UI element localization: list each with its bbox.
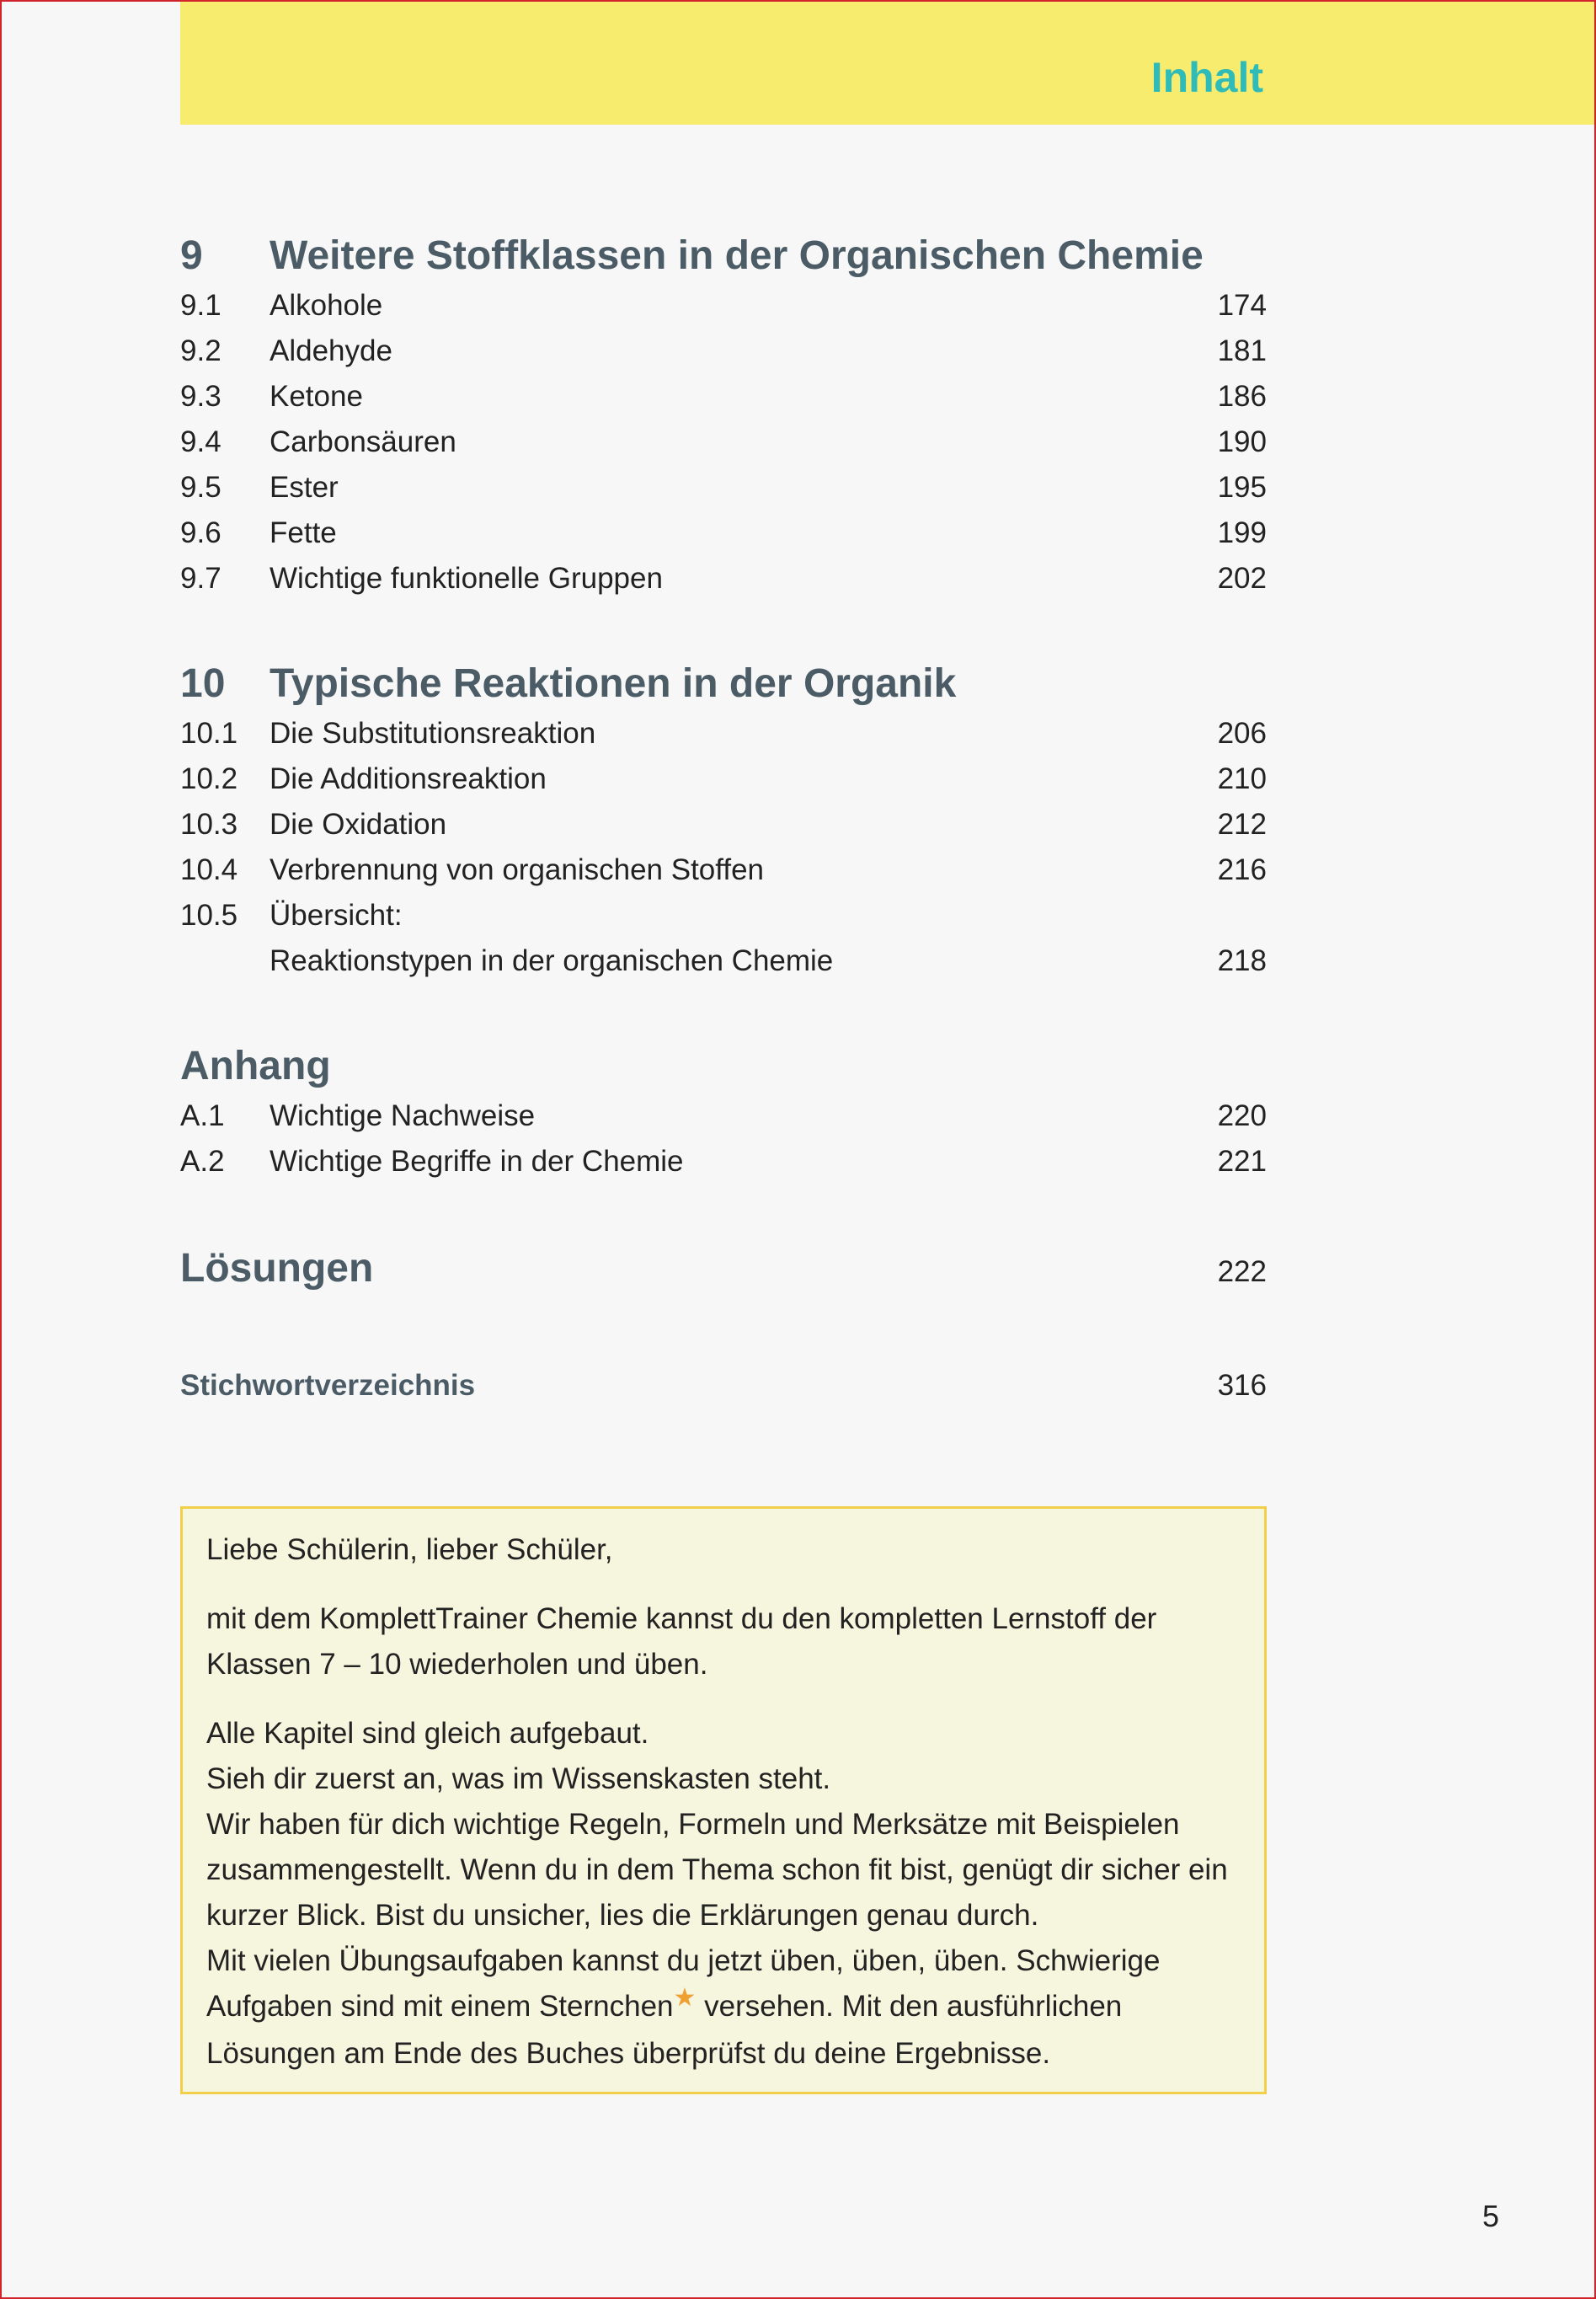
entry-number: 10.5 xyxy=(180,899,238,932)
entry-title: Alkohole xyxy=(270,289,383,322)
info-line-1: Alle Kapitel sind gleich aufgebaut. xyxy=(206,1717,649,1750)
entry-number: 9.3 xyxy=(180,380,222,413)
entry-page: 202 xyxy=(1217,562,1267,595)
entry-page: 199 xyxy=(1217,516,1267,549)
loesungen-title: Lösungen xyxy=(180,1246,374,1291)
entry-number: A.2 xyxy=(180,1145,225,1178)
entry-title: Wichtige Begriffe in der Chemie xyxy=(270,1145,684,1178)
info-line-4 xyxy=(206,1938,1241,2077)
entry-number: 9.4 xyxy=(180,425,222,458)
entry-number: 10.4 xyxy=(180,853,238,886)
toc-entry[interactable] xyxy=(180,938,1267,984)
entry-number: 10.3 xyxy=(180,808,238,841)
stichwort-entry[interactable] xyxy=(180,1363,1267,1409)
entry-page: 216 xyxy=(1217,853,1267,886)
chapter-title: Anhang xyxy=(180,1044,331,1088)
chapter-number: 10 xyxy=(180,661,226,706)
entry-title: Carbonsäuren xyxy=(270,425,456,458)
entry-page: 186 xyxy=(1217,380,1267,413)
loesungen-page: 222 xyxy=(1217,1255,1267,1288)
toc-entry[interactable] xyxy=(180,847,1267,893)
entry-page: 221 xyxy=(1217,1145,1267,1178)
entry-page: 218 xyxy=(1217,944,1267,977)
info-line-4b: versehen. Mit den ausführlichen Lösungen am Ende des Buches überprüfst du deine Ergebnisse. xyxy=(206,1990,1123,2070)
stichwort-page: 316 xyxy=(1217,1369,1267,1402)
entry-page: 174 xyxy=(1217,289,1267,322)
entry-title: Aldehyde xyxy=(270,334,392,367)
page-number: 5 xyxy=(1481,2199,1499,2233)
entry-title: Wichtige Nachweise xyxy=(270,1099,536,1132)
spacer xyxy=(180,984,1267,1040)
toc-entry[interactable] xyxy=(180,511,1267,556)
toc-entry[interactable] xyxy=(180,329,1267,374)
entry-number: A.1 xyxy=(180,1099,225,1132)
chapter-heading[interactable] xyxy=(180,229,1267,283)
entry-page: 212 xyxy=(1217,808,1267,841)
table-of-contents xyxy=(180,229,1267,1409)
entry-page: 220 xyxy=(1217,1099,1267,1132)
toc-entry[interactable] xyxy=(180,757,1267,802)
entry-number: 10.2 xyxy=(180,762,238,795)
entry-page: 210 xyxy=(1217,762,1267,795)
info-line-2: Sieh dir zuerst an, was im Wissenskasten steht. xyxy=(206,1762,831,1795)
chapter-heading[interactable] xyxy=(180,657,1267,711)
toc-entry[interactable] xyxy=(180,420,1267,465)
entry-title: Die Additionsreaktion xyxy=(270,762,547,795)
chapter-number: 9 xyxy=(180,233,203,278)
toc-entry[interactable] xyxy=(180,1093,1267,1139)
entry-title: Verbrennung von organischen Stoffen xyxy=(270,853,765,886)
chapter-9 xyxy=(180,229,1267,601)
entry-page: 206 xyxy=(1217,717,1267,750)
chapter-10 xyxy=(180,657,1267,984)
entry-page: 195 xyxy=(1217,471,1267,504)
entry-number: 9.6 xyxy=(180,516,222,549)
info-greeting: Liebe Schülerin, lieber Schüler, xyxy=(206,1533,613,1566)
toc-entry[interactable] xyxy=(180,556,1267,601)
entry-title: Ester xyxy=(270,471,339,504)
entry-title: Die Oxidation xyxy=(270,808,447,841)
toc-entry[interactable] xyxy=(180,893,1267,938)
toc-entry[interactable] xyxy=(180,802,1267,847)
entry-page: 181 xyxy=(1217,334,1267,367)
spacer xyxy=(180,1296,1267,1363)
entry-number: 9.7 xyxy=(180,562,222,595)
chapter-heading[interactable] xyxy=(180,1040,1267,1093)
header-band xyxy=(180,2,1594,125)
entry-number: 10.1 xyxy=(180,717,238,750)
chapter-title: Weitere Stoffklassen in der Organischen Chemie xyxy=(270,233,1204,278)
toc-entry[interactable] xyxy=(180,1139,1267,1184)
toc-entry[interactable] xyxy=(180,711,1267,757)
info-line-3: Wir haben für dich wichtige Regeln, Formeln und Merksätze mit Beispielen zusammengestellt. Wenn du in dem Thema schon fit bist, genügt dir sicher ein kurzer Blick. Bist du unsicher, lies die Erklärungen genau durch. xyxy=(206,1808,1228,1932)
info-line-4a: Mit vielen Übungsaufgaben kannst du jetzt üben, üben, üben. Schwierige Aufgaben sind mit einem Sternchen xyxy=(206,1944,1161,2023)
loesungen-entry[interactable] xyxy=(180,1242,1267,1296)
entry-page: 190 xyxy=(1217,425,1267,458)
entry-number: 9.5 xyxy=(180,471,222,504)
toc-entry[interactable] xyxy=(180,374,1267,420)
chapter-title: Typische Reaktionen in der Organik xyxy=(270,661,957,706)
entry-title: Übersicht: xyxy=(270,899,403,932)
entry-title: Fette xyxy=(270,516,337,549)
star-icon: ★ xyxy=(673,1984,697,2012)
entry-title: Die Substitutionsreaktion xyxy=(270,717,596,750)
info-intro: mit dem KomplettTrainer Chemie kannst du den kompletten Lernstoff der Klassen 7 – 10 wiederholen und üben. xyxy=(206,1602,1157,1681)
toc-entry[interactable] xyxy=(180,465,1267,511)
entry-title: Ketone xyxy=(270,380,363,413)
entry-number: 9.1 xyxy=(180,289,222,322)
spacer xyxy=(180,601,1267,657)
entry-title: Reaktionstypen in der organischen Chemie xyxy=(270,944,834,977)
info-box xyxy=(180,1506,1267,2094)
chapter-anhang xyxy=(180,1040,1267,1184)
entry-number: 9.2 xyxy=(180,334,222,367)
stichwort-title: Stichwortverzeichnis xyxy=(180,1369,476,1402)
page-title: Inhalt xyxy=(1150,54,1263,101)
spacer xyxy=(180,1184,1267,1242)
toc-entry[interactable] xyxy=(180,283,1267,329)
entry-title: Wichtige funktionelle Gruppen xyxy=(270,562,663,595)
